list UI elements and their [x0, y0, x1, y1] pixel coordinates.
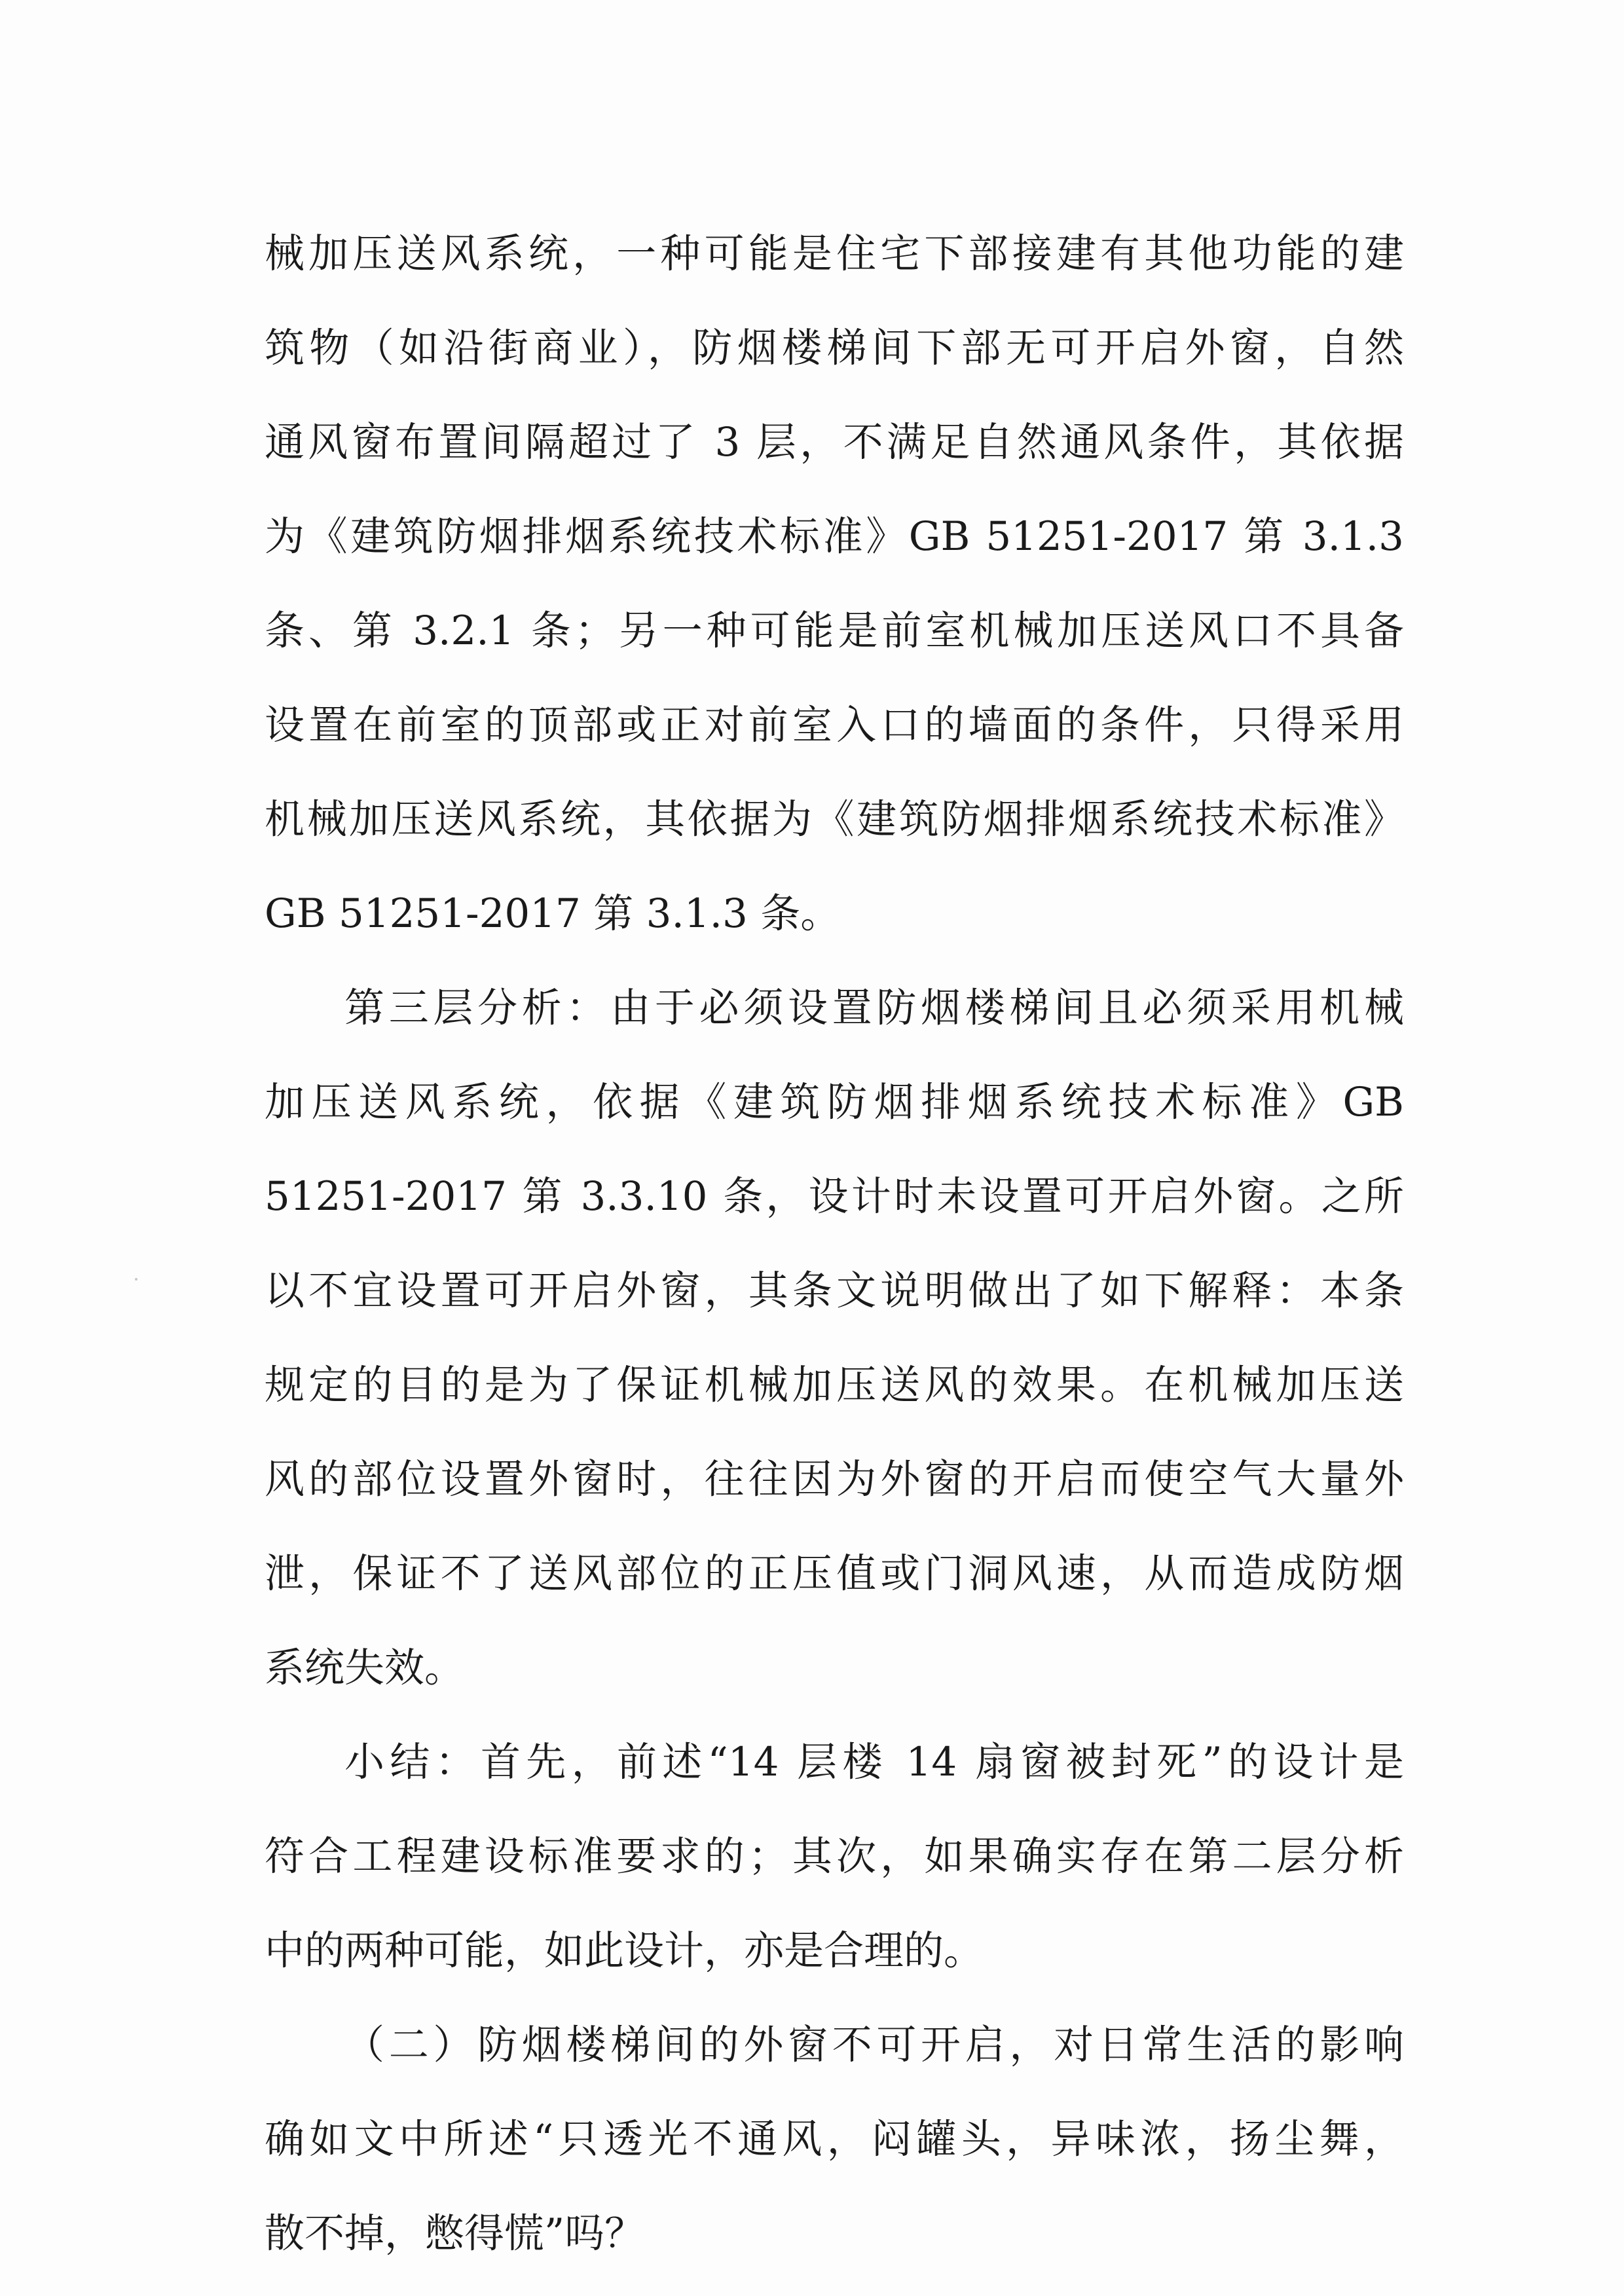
text-line: 设置在前室的顶部或正对前室入口的墙面的条件，只得采用 — [265, 702, 1404, 748]
text-line: 筑物（如沿街商业），防烟楼梯间下部无可开启外窗，自然 — [265, 325, 1404, 371]
text-line: 中的两种可能，如此设计，亦是合理的。 — [265, 1927, 984, 1974]
text-line: 风的部位设置外窗时，往往因为外窗的开启而使空气大量外 — [265, 1456, 1404, 1503]
text-line: （二）防烟楼梯间的外窗不可开启，对日常生活的影响 — [344, 2022, 1404, 2068]
text-line: 规定的目的是为了保证机械加压送风的效果。在机械加压送 — [265, 1362, 1404, 1408]
text-line: 符合工程建设标准要求的；其次，如果确实存在第二层分析 — [265, 1833, 1404, 1880]
text-line: 小结：首先，前述“14 层楼 14 扇窗被封死”的设计是 — [344, 1739, 1404, 1785]
paragraph-continued-mechanical-pressurization — [265, 207, 1404, 961]
text-line: 通风窗布置间隔超过了 3 层，不满足自然通风条件，其依据 — [265, 419, 1404, 465]
paragraph-section-two-heading — [265, 1998, 1404, 2281]
text-line: 系统失效。 — [265, 1645, 465, 1691]
text-line: 以不宜设置可开启外窗，其条文说明做出了如下解释：本条 — [265, 1267, 1404, 1314]
scan-speck — [135, 1278, 138, 1281]
document-body — [265, 207, 1404, 2281]
paragraph-summary — [265, 1715, 1404, 1998]
text-line: 51251-2017 第 3.3.10 条，设计时未设置可开启外窗。之所 — [265, 1173, 1404, 1220]
text-line: 第三层分析：由于必须设置防烟楼梯间且必须采用机械 — [344, 985, 1404, 1031]
text-line: 为《建筑防烟排烟系统技术标准》GB 51251-2017 第 3.1.3 — [265, 513, 1404, 560]
text-line: 械加压送风系统，一种可能是住宅下部接建有其他功能的建 — [265, 230, 1404, 277]
text-line: 加压送风系统，依据《建筑防烟排烟系统技术标准》GB — [265, 1079, 1404, 1125]
paragraph-third-layer-analysis — [265, 961, 1404, 1715]
text-line: 确如文中所述“只透光不通风，闷罐头，异味浓，扬尘舞， — [265, 2116, 1404, 2162]
text-line: 机械加压送风系统，其依据为《建筑防烟排烟系统技术标准》 — [265, 796, 1404, 843]
text-line: GB 51251-2017 第 3.1.3 条。 — [265, 890, 841, 937]
text-line: 散不掉，憋得慌”吗？ — [265, 2210, 645, 2257]
text-line: 泄，保证不了送风部位的正压值或门洞风速，从而造成防烟 — [265, 1550, 1404, 1597]
text-line: 条、第 3.2.1 条；另一种可能是前室机械加压送风口不具备 — [265, 608, 1404, 654]
